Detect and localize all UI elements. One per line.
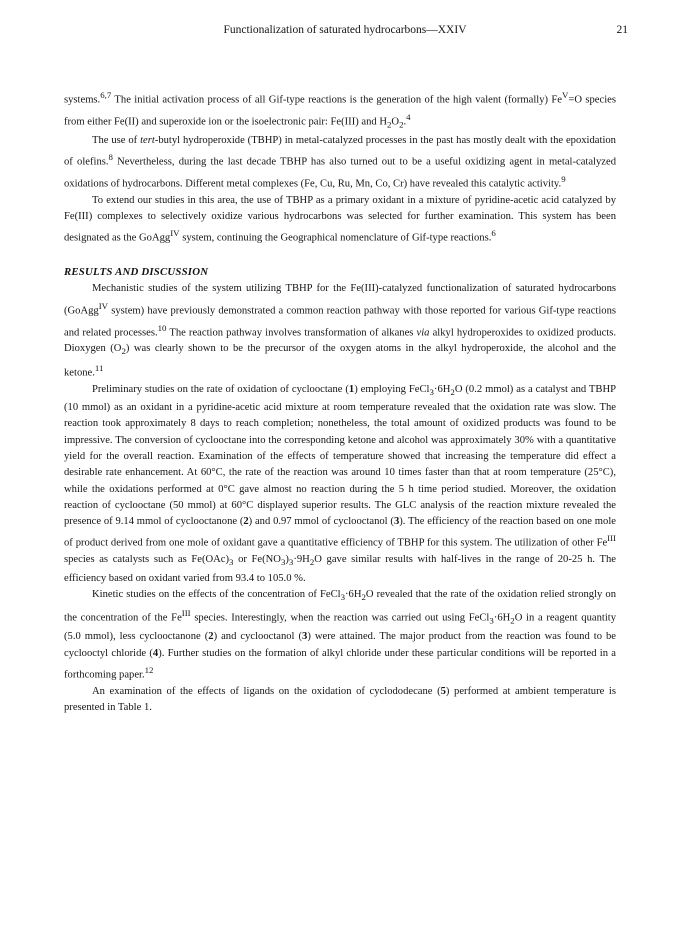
paragraph-kinetic-studies: Kinetic studies on the effects of the concentration of $FeCl_3\cdot 6H_2O$ revealed that the rate of the oxidation relied strongly on the concentration of the $Fe^{III}$ species. Interestingly, when the reaction was carried out using $FeCl_3\cdot 6H_2O$ in a reagent quantity (5.0 mmol), less cyclooctanone (2) and cyclooctanol (3) were attained. The major product from the reaction was found to be cyclooctyl chloride (4). Further studies on the formation of alkyl chloride under these particular conditions will be reported in a forthcoming paper.$^{12}$ <box>64 588 617 681</box>
paragraph-ligand-effects: An examination of the effects of ligands on the oxidation of cyclododecane (5) performed at ambient temperature is presented in Table 1. <box>64 685 617 713</box>
running-title: Functionalization of saturated hydrocarbons—XXIV <box>223 24 467 36</box>
running-header <box>62 24 628 40</box>
paragraph-mechanistic-studies: Mechanistic studies of the system utilizing TBHP for the Fe(III)-catalyzed functionalization of saturated hydrocarbons (GoAgg$^{IV}$ system) have previously demonstrated a common reaction pathway with those reported for various Gif-type reactions and related processes.$^{10}$ The reaction pathway involves transformation of alkanes via alkyl hydroperoxides to oxidized products. Dioxygen $(O_2)$ was clearly shown to be the precursor of the oxygen atoms in the alkyl hydroperoxide, the alcohol and the ketone.$^{11}$ <box>64 283 616 379</box>
page-number: 21 <box>616 24 628 36</box>
paragraph-preliminary-studies: Preliminary studies on the rate of oxidation of cyclooctane (1) employing $FeCl_3\cdot 6H_2O$ (0.2 mmol) as a catalyst and TBHP (10 mmol) as an oxidant in a pyridine-acetic acid mixture at room temperature revealed that the oxidation rate was slow. The reaction took approximately 8 days to reach completion; nonetheless, the total amount of oxidized products was found to be impressive. The conversion of cyclooctane into the corresponding ketone and alcohol was approximately 30% with a quantitative yield for the overall reaction. Examination of the effects of temperature showed that increasing the temperature did effect a desirable rate enhancement. At 60°C, the rate of the reaction was around 10 times faster than that at room temperature (25°C), while the oxidations performed at 0°C gave almost no reaction during the 5 h time period studied. Moreover, the oxidation reaction of cyclooctane (50 mmol) at 60°C displayed superior results. The GLC analysis of the reaction mixture revealed the presence of 9.14 mmol of cyclooctanone (2) and 0.97 mmol of cyclooctanol (3). The efficiency of the reaction based on one mole of product derived from one mole of oxidant gave a quantitative efficiency of TBHP for this system. The utilization of other $Fe^{III}$ species as catalysts such as $Fe(OAc)_3$ or $Fe(NO_3)_3\cdot 9H_2O$ gave similar results with half-lives in the range of 20-25 h. The efficiency based on oxidant varied from 93.4 to 105.0 %. <box>64 383 616 584</box>
article-body <box>64 87 616 716</box>
paragraph-continuation: systems.$^{6,7}$ The initial activation process of all Gif-type reactions is the generation of the high valent (formally) $Fe^V=O$ species from either Fe(II) and superoxide ion or the isoelectronic pair: Fe(III) and $H_2O_2.^4$ <box>64 90 616 130</box>
section-heading: RESULTS AND DISCUSSION <box>64 266 209 279</box>
paragraph-tbhp-background: The use of tert-butyl hydroperoxide (TBHP) in metal-catalyzed processes in the past has mostly dealt with the epoxidation of olefins.$^8$ Nevertheless, during the last decade TBHP has also turned out to be a useful oxidizing agent in metal-catalyzed oxidations of hydrocarbons. Different metal complexes (Fe, Cu, Ru, Mn, Co, Cr) have revealed this catalytic activity.$^9$ <box>64 134 616 190</box>
paragraph-goagg-system: To extend our studies in this area, the use of TBHP as a primary oxidant in a mixture of pyridine-acetic acid catalyzed by Fe(III) complexes to selectively oxidize various hydrocarbons was selected for further examination. This system has been designated as the GoAgg$^{IV}$ system, continuing the Geographical nomenclature of Gif-type reactions.$^6$ <box>64 194 616 244</box>
